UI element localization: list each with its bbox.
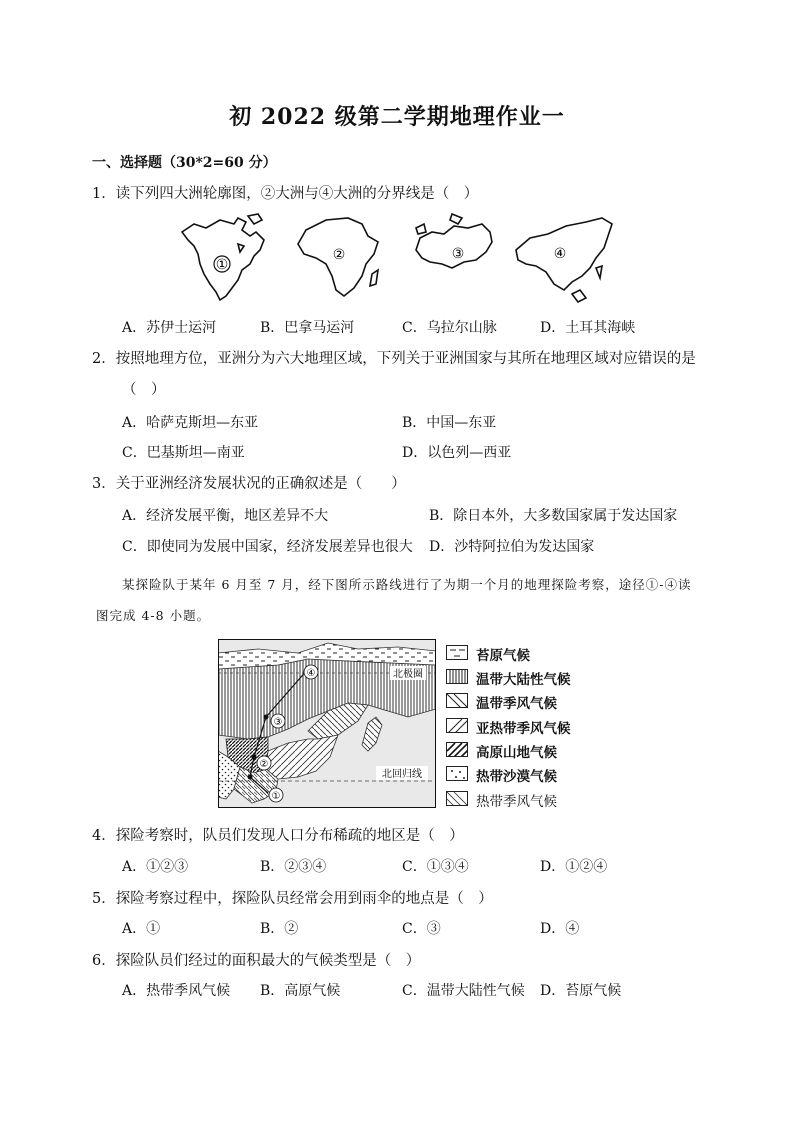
question-2-stem: 2．按照地理方位，亚洲分为六大地理区域，下列关于亚洲国家与其所在地理区域对应错误的是 [92, 351, 696, 367]
q4-option-b: B．②③④ [260, 859, 327, 875]
legend-item-tundra [446, 644, 646, 662]
q4-option-c: C．①③④ [402, 859, 469, 875]
continent-label-1: ① [215, 257, 229, 273]
legend-label-temperate-continental: 温带大陆性气候 [476, 672, 571, 688]
legend-item-temperate-continental [446, 668, 646, 686]
q4-option-d: D．①②④ [540, 859, 608, 875]
legend-swatch-tundra [446, 645, 468, 660]
legend-swatch-tropical-monsoon [446, 791, 468, 806]
legend-label-tropical-desert: 热带沙漠气候 [476, 769, 557, 785]
route-label-3: ③ [273, 717, 283, 728]
q5-option-d: D．④ [540, 921, 580, 937]
question-4-stem: 4．探险考察时，队员们发现人口分布稀疏的地区是（ ） [92, 828, 464, 844]
q1-option-c: C．乌拉尔山脉 [402, 320, 497, 336]
q6-option-c: C．温带大陆性气候 [402, 983, 525, 999]
q2-option-a: A．哈萨克斯坦—东亚 [122, 415, 259, 431]
page-title: 初 2022 级第二学期地理作业一 [229, 104, 565, 130]
legend-item-subtropical-monsoon [446, 717, 646, 735]
question-3-stem: 3．关于亚洲经济发展状况的正确叙述是（ ） [92, 476, 406, 492]
legend-item-highland [446, 741, 646, 759]
legend-label-tundra: 苔原气候 [476, 648, 530, 664]
question-6-stem: 6．探险队员们经过的面积最大的气候类型是（ ） [92, 953, 421, 969]
climate-route-map [218, 639, 436, 808]
question-2-stem-cont: （ ） [122, 382, 166, 398]
q6-option-a: A．热带季风气候 [122, 983, 231, 999]
route-label-4: ④ [306, 668, 316, 679]
intro-text-line-2: 图完成 4-8 小题。 [96, 608, 211, 623]
q2-option-d: D．以色列—西亚 [402, 445, 512, 461]
q5-option-c: C．③ [402, 921, 441, 937]
q5-option-a: A．① [122, 921, 161, 937]
question-1-stem: 1．读下列四大洲轮廓图，②大洲与④大洲的分界线是（ ） [92, 186, 479, 202]
q3-option-d: D．沙特阿拉伯为发达国家 [429, 539, 595, 555]
legend-swatch-subtropical-monsoon [446, 718, 468, 733]
legend-swatch-highland [446, 742, 468, 757]
q1-option-b: B．巴拿马运河 [260, 320, 355, 336]
q3-option-b: B．除日本外，大多数国家属于发达国家 [429, 508, 678, 524]
tropic-label: 北回归线 [382, 769, 422, 780]
continent-outlines [176, 210, 616, 306]
legend-label-subtropical-monsoon: 亚热带季风气候 [476, 721, 571, 737]
legend-label-highland: 高原山地气候 [476, 745, 557, 761]
arctic-circle-label: 北极圈 [393, 669, 423, 680]
q1-option-d: D．土耳其海峡 [540, 320, 636, 336]
q2-option-b: B．中国—东亚 [402, 415, 497, 431]
route-label-1: ① [271, 791, 281, 802]
legend-swatch-temperate-continental [446, 669, 468, 684]
q2-option-c: C．巴基斯坦—南亚 [122, 445, 245, 461]
route-point [264, 715, 269, 720]
legend-swatch-tropical-desert [446, 766, 468, 781]
intro-text-line-1: 某探险队于某年 6 月至 7 月，经下图所示路线进行了为期一个月的地理探险考察，途径①-④读 [122, 577, 692, 592]
q5-option-b: B．② [260, 921, 299, 937]
continent-label-4: ④ [553, 246, 567, 262]
route-point [248, 775, 253, 780]
q6-option-b: B．高原气候 [260, 983, 341, 999]
legend-label-tropical-monsoon: 热带季风气候 [476, 794, 557, 810]
legend-label-temperate-monsoon: 温带季风气候 [476, 696, 557, 712]
continent-label-3: ③ [451, 246, 465, 262]
continent-label-2: ② [332, 247, 346, 263]
route-label-2: ② [259, 759, 269, 770]
q3-option-c: C．即使同为发展中国家，经济发展差异也很大 [122, 539, 413, 555]
q1-option-a: A．苏伊士运河 [122, 320, 217, 336]
route-point [252, 755, 257, 760]
question-5-stem: 5．探险考察过程中，探险队员经常会用到雨伞的地点是（ ） [92, 891, 493, 907]
q4-option-a: A．①②③ [122, 859, 189, 875]
legend-item-tropical-desert [446, 765, 646, 783]
legend-item-tropical-monsoon [446, 790, 646, 808]
legend-swatch-temperate-monsoon [446, 693, 468, 708]
section-heading: 一、选择题（30*2=60 分） [92, 155, 277, 171]
q6-option-d: D．苔原气候 [540, 983, 622, 999]
q3-option-a: A．经济发展平衡，地区差异不大 [122, 508, 329, 524]
legend-item-temperate-monsoon [446, 692, 646, 710]
